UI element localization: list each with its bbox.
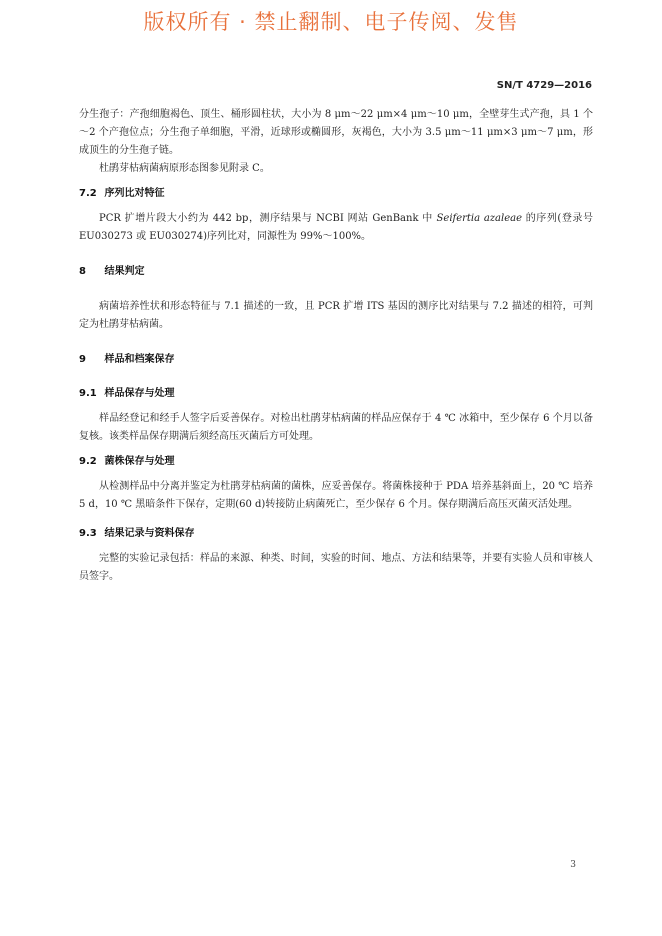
section-number: 7.2 [79, 188, 97, 199]
section-number: 9.3 [79, 528, 97, 539]
section-number: 9 [79, 354, 86, 365]
appendix-reference: 杜鹃芽枯病菌病原形态图参见附录 C。 [99, 163, 270, 174]
section-9-3-heading [79, 526, 593, 542]
section-number: 9.2 [79, 456, 97, 467]
section-title: 结果记录与资料保存 [104, 528, 195, 539]
section-9-1-heading [79, 386, 593, 402]
standard-code: SN/T 4729—2016 [496, 80, 592, 91]
species-name: Seifertia azaleae [436, 213, 523, 224]
section-title: 样品保存与处理 [104, 388, 175, 399]
text-segment: PCR 扩增片段大小约为 442 bp，测序结果与 NCBI 网站 GenBank 中 [99, 213, 437, 224]
section-9-heading [79, 352, 593, 368]
section-9-2-text: 从检测样品中分离并鉴定为杜鹃芽枯病菌的菌株，应妥善保存。将菌株接种于 PDA 培养基斜面上，20 ℃ 培养 5 d，10 ℃ 黑暗条件下保存，定期(60 d)转接防止病菌死亡，至少保存 6 个月。保存期满后高压灭菌灭活处理。 [79, 481, 593, 510]
section-title: 结果判定 [104, 266, 145, 277]
section-9-2-heading [79, 454, 593, 470]
page-number: 3 [570, 860, 576, 870]
section-title: 样品和档案保存 [104, 354, 175, 365]
section-number: 8 [79, 266, 86, 277]
section-9-3-text: 完整的实验记录包括：样品的来源、种类、时间，实验的时间、地点、方法和结果等，并要有实验人员和审核人员签字。 [79, 553, 593, 582]
document-body [79, 106, 593, 586]
section-number: 9.1 [79, 388, 97, 399]
section-7-2-text [79, 210, 593, 246]
section-9-1-text: 样品经登记和经手人签字后妥善保存。对检出杜鹃芽枯病菌的样品应保存于 4 ℃ 冰箱中，至少保存 6 个月以备复核。该类样品保存期满后须经高压灭菌后方可处理。 [79, 413, 593, 442]
spores-paragraph: 分生孢子：产孢细胞褐色、顶生、桶形圆柱状，大小为 8 μm～22 μm×4 μm～10 μm，全壁芽生式产孢，具 1 个～2 个产孢位点；分生孢子单细胞，平滑，近球形或椭圆形，灰褐色，大小为 3.5 μm～11 μm×3 μm～7 μm，形成顶生的分生孢子链。 [79, 109, 593, 156]
section-title: 序列比对特征 [104, 188, 165, 199]
section-8-heading [79, 264, 593, 280]
copyright-watermark: 版权所有 · 禁止翻制、电子传阅、发售 [143, 10, 519, 34]
section-title: 菌株保存与处理 [104, 456, 175, 467]
text-segment: 的序列(登录号 EU030273 或 EU030274)序列比对，同源性为 99%～100%。 [79, 213, 593, 242]
section-7-2-heading [79, 186, 593, 202]
section-8-text: 病菌培养性状和形态特征与 7.1 描述的一致，且 PCR 扩增 ITS 基因的测序比对结果与 7.2 描述的相符，可判定为杜鹃芽枯病菌。 [79, 301, 593, 330]
